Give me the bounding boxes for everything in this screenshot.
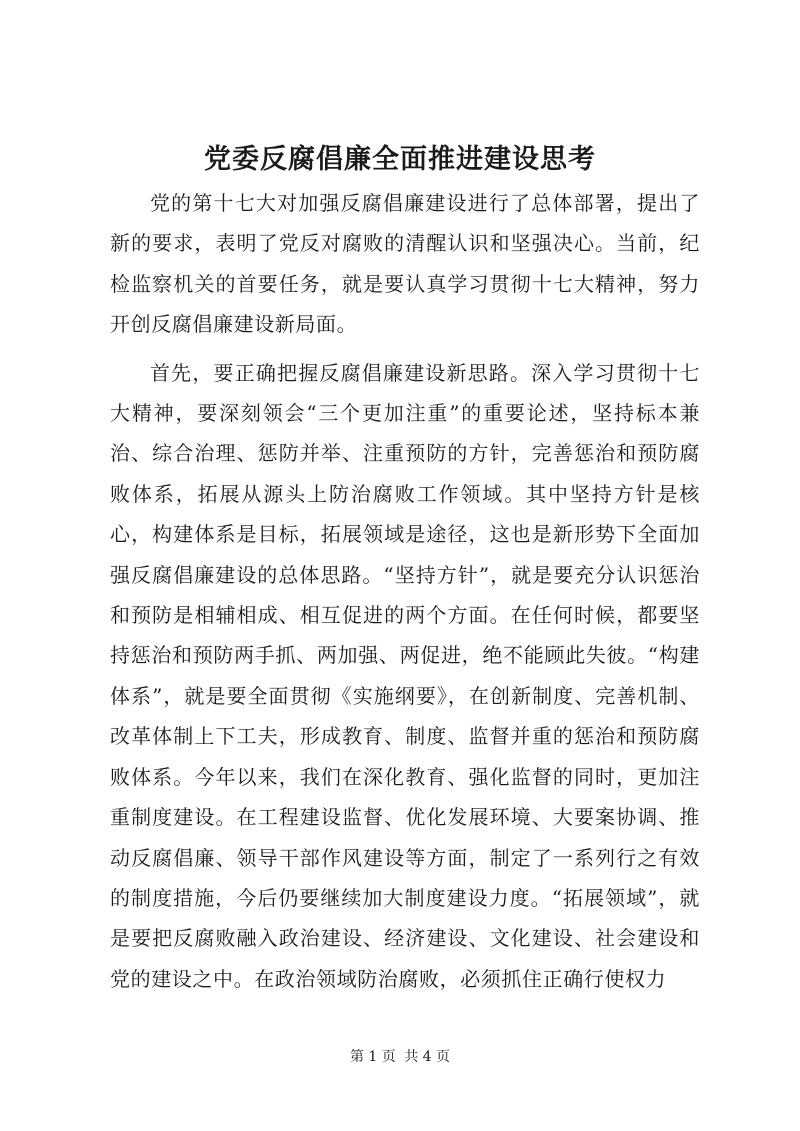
page-number: 第 1 页 — [349, 1049, 396, 1065]
page-footer — [0, 1047, 800, 1067]
paragraph-intro: 党的第十七大对加强反腐倡廉建设进行了总体部署，提出了新的要求，表明了党反对腐败的清醒认识和坚强决心。当前，纪检监察机关的首要任务，就是要认真学习贯彻十七大精神，努力开创反腐倡廉建设新局面。 — [110, 191, 700, 337]
document-body — [110, 183, 700, 999]
document-title: 党委反腐倡廉全面推进建设思考 — [204, 144, 596, 175]
page-total: 共 4 页 — [404, 1049, 451, 1065]
paragraph-first-point: 首先，要正确把握反腐倡廉建设新思路。深入学习贯彻十七大精神，要深刻领会“三个更加注重”的重要论述，坚持标本兼治、综合治理、惩防并举、注重预防的方针，完善惩治和预防腐败体系，拓展从源头上防治腐败工作领域。其中坚持方针是核心，构建体系是目标，拓展领域是途径，这也是新形势下全面加强反腐倡廉建设的总体思路。“坚持方针”，就是要充分认识惩治和预防是相辅相成、相互促进的两个方面。在任何时候，都要坚持惩治和预防两手抓、两加强、两促进，绝不能顾此失彼。“构建体系”，就是要全面贯彻《实施纲要》，在创新制度、完善机制、改革体制上下工夫，形成教育、制度、监督并重的惩治和预防腐败体系。今年以来，我们在深化教育、强化监督的同时，更加注重制度建设。在工程建设监督、优化发展环境、大要案协调、推动反腐倡廉、领导干部作风建设等方面，制定了一系列行之有效的制度措施，今后仍要继续加大制度建设力度。“拓展领域”，就是要把反腐败融入政治建设、经济建设、文化建设、社会建设和党的建设之中。在政治领域防治腐败，必须抓住正确行使权力 — [110, 360, 700, 991]
